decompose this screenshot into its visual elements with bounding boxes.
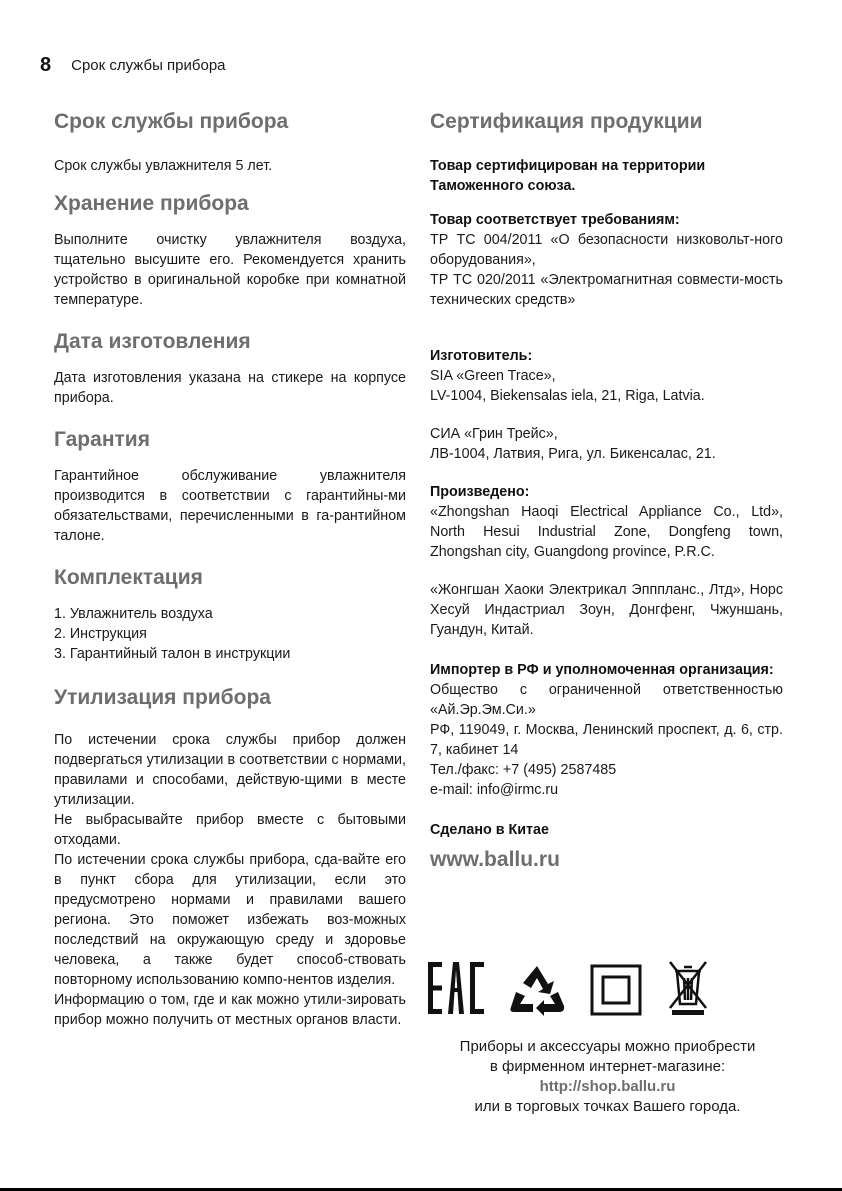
requirements-title: Товар соответствует требованиям: <box>430 212 680 228</box>
eac-mark <box>428 962 484 1019</box>
service-life-heading: Срок службы прибора <box>54 110 289 133</box>
certification-heading: Сертификация продукции <box>430 110 703 133</box>
certified-text: Товар сертифицирован на территории Таможенного союза. <box>430 158 706 194</box>
manufacture-date-heading: Дата изготовления <box>54 330 251 353</box>
shop-line-2: в фирменном интернет-магазине: <box>489 1058 726 1075</box>
page-number: 8 <box>40 54 52 76</box>
produced-title: Произведено: <box>430 484 530 500</box>
made-in-text: Сделано в Китае <box>430 822 549 838</box>
list-item: 1. Увлажнитель воздуха <box>54 606 213 622</box>
importer-title: Импортер в РФ и уполномоченная организация: <box>430 662 774 678</box>
right-column <box>430 110 783 870</box>
crossed-bin-icon <box>668 960 708 1021</box>
disposal-heading: Утилизация прибора <box>54 686 271 709</box>
page-header <box>40 54 226 77</box>
left-column <box>54 110 406 1030</box>
requirement-2: ТР ТС 020/2011 «Электромагнитная совмести-мость технических средств» <box>430 272 783 308</box>
recycle-icon <box>508 964 566 1021</box>
package-heading: Комплектация <box>54 566 203 589</box>
storage-text: Выполните очистку увлажнителя воздуха, тщательно высушите его. Рекомендуется хранить устройство в оригинальной коробке при комнатной температуре. <box>54 232 406 308</box>
shop-info <box>420 1037 795 1117</box>
requirement-1: ТР ТС 004/2011 «О безопасности низковольт-ного оборудования», <box>430 232 783 268</box>
shop-line-3: или в торговых точках Вашего города. <box>474 1098 741 1115</box>
warranty-heading: Гарантия <box>54 428 150 451</box>
shop-url-link[interactable]: http://shop.ballu.ru <box>539 1078 676 1095</box>
manufacturer-line: SIA «Green Trace», <box>430 368 556 384</box>
importer-phone: Тел./факс: +7 (495) 2587485 <box>430 762 617 778</box>
warranty-text: Гарантийное обслуживание увлажнителя производится в соответствии с гарантийны-ми обязательствами, перечисленными в га-рантийном талоне. <box>54 468 406 544</box>
disposal-paragraph: По истечении срока службы прибор должен подвергаться утилизации в соответствии с нормами, правилами и способами, действую-щими в месте утилизации. <box>54 732 406 808</box>
importer-email: e-mail: info@irmc.ru <box>430 782 559 798</box>
storage-heading: Хранение прибора <box>54 192 249 215</box>
certification-icons <box>428 960 718 1020</box>
manufacture-date-text: Дата изготовления указана на стикере на корпусе прибора. <box>54 370 406 406</box>
double-insulation-icon <box>590 964 642 1021</box>
produced-ru: «Жонгшан Хаоки Электрикал Эпппланс., Лтд», Норс Хесуй Индастриал Зоун, Донгфенг, Чжуншань, Гуандун, Китай. <box>430 582 783 638</box>
manufacturer-line: ЛВ-1004, Латвия, Рига, ул. Бикенсалас, 21. <box>430 446 716 462</box>
list-item: 3. Гарантийный талон в инструкции <box>54 646 291 662</box>
disposal-paragraph: Информацию о том, где и как можно утили-зировать прибор можно получить от местных органов власти. <box>54 992 406 1028</box>
importer-org: Общество с ограниченной ответственностью «Ай.Эр.Эм.Си.» <box>430 682 783 718</box>
disposal-paragraph: Не выбрасывайте прибор вместе с бытовыми отходами. <box>54 812 406 848</box>
importer-address: РФ, 119049, г. Москва, Ленинский проспект, д. 6, стр. 7, кабинет 14 <box>430 722 783 758</box>
disposal-paragraph: По истечении срока службы прибора, сда-вайте его в пункт сбора для утилизации, если это предусмотрено нормами и правилами вашего региона. Это поможет избежать воз-можных последствий на окружающую среду и здоровье человека, а также будет способ-ствовать повторному использованию компо-нентов изделия. <box>54 852 406 988</box>
service-life-text: Срок службы увлажнителя 5 лет. <box>54 158 273 174</box>
website-link[interactable]: www.ballu.ru <box>430 848 560 871</box>
manufacturer-title: Изготовитель: <box>430 348 533 364</box>
produced-en: «Zhongshan Haoqi Electrical Appliance Co., Ltd», North Hesui Industrial Zone, Dongfeng town, Zhongshan city, Guangdong province, P.R.C. <box>430 504 783 560</box>
package-list <box>54 604 406 664</box>
manufacturer-line: LV-1004, Biekensalas iela, 21, Riga, Latvia. <box>430 388 705 404</box>
running-title: Срок службы прибора <box>71 57 226 74</box>
disposal-body <box>54 730 406 1030</box>
list-item: 2. Инструкция <box>54 626 147 642</box>
shop-line-1: Приборы и аксессуары можно приобрести <box>459 1038 756 1055</box>
manufacturer-line: СИА «Грин Трейс», <box>430 426 558 442</box>
